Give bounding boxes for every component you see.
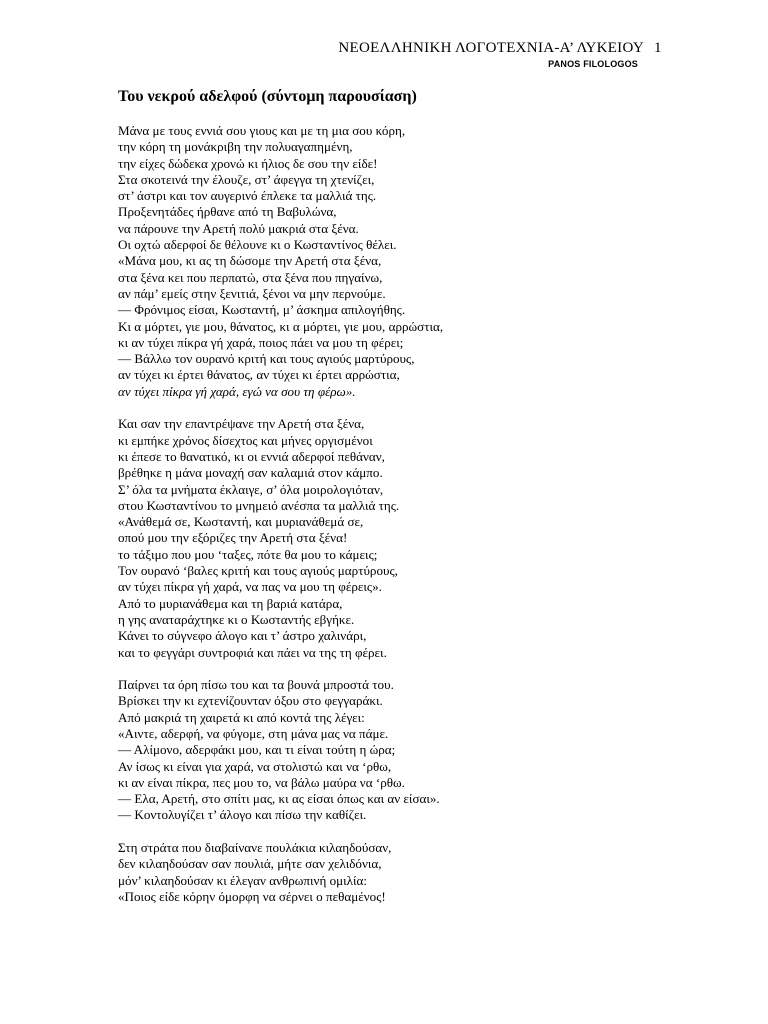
poem-line: — Αλίμονο, αδερφάκι μου, και τι είναι τούτη η ώρα; <box>118 742 396 758</box>
poem-line: κι εμπήκε χρόνος δίσεχτος και μήνες οργισμένοι <box>118 432 373 448</box>
poem-line: την κόρη τη μονάκριβη την πολυαγαπημένη, <box>118 139 353 155</box>
poem-line: Στη στράτα που διαβαίνανε πουλάκια κιλαηδούσαν, <box>118 840 392 856</box>
poem-line: αν τύχει πίκρα γή χαρά, να πας να μου τη φέρεις». <box>118 579 382 595</box>
poem-line: κι έπεσε το θανατικό, κι οι εννιά αδερφοί πεθάναν, <box>118 448 385 464</box>
poem-line: Σ’ όλα τα μνήματα έκλαιγε, σ’ όλα μοιρολογιόταν, <box>118 481 384 497</box>
poem-line: αν τύχει κι έρτει θάνατος, αν τύχει κι έρτει αρρώστια, <box>118 367 400 383</box>
poem-line: μόν’ κιλαηδούσαν κι έλεγαν ανθρωπινή ομιλία: <box>118 872 368 888</box>
poem-line: «Αιντε, αδερφή, να φύγομε, στη μάνα μας να πάμε. <box>118 725 389 741</box>
poem-line: Και σαν την επαντρέψανε την Αρετή στα ξένα, <box>118 416 365 432</box>
poem-line: Από μακριά τη χαιρετά κι από κοντά της λέγει: <box>118 709 365 725</box>
poem-line: Οι οχτώ αδερφοί δε θέλουνε κι ο Κωσταντίνος θέλει. <box>118 237 397 253</box>
poem-stanza <box>118 677 718 824</box>
poem-stanza <box>118 840 718 905</box>
poem-line: — Φρόνιμος είσαι, Κωσταντή, μ’ άσκημα απιλογήθης. <box>118 302 406 318</box>
poem-line: Μάνα με τους εννιά σου γιους και με τη μια σου κόρη, <box>118 123 406 138</box>
poem-line: αν τύχει πίκρα γή χαρά, εγώ να σου τη φέρω». <box>118 383 356 399</box>
poem-line: «Ποιος είδε κόρην όμορφη να σέρνει ο πεθαμένος! <box>118 888 386 904</box>
poem-line: Τον ουρανό ‘βαλες κριτή και τους αγιούς μαρτύρους, <box>118 563 398 579</box>
poem-line: δεν κιλαηδούσαν σαν πουλιά, μήτε σαν χελιδόνια, <box>118 856 382 872</box>
poem-body <box>118 123 718 922</box>
poem-line: και το φεγγάρι συντροφιά και πάει να της τη φέρει. <box>118 644 387 660</box>
poem-line: Στα σκοτεινά την έλουζε, στ’ άφεγγα τη χτενίζει, <box>118 171 375 187</box>
poem-line: το τάξιμο που μου ‘ταξες, πότε θα μου το κάμεις; <box>118 546 378 562</box>
poem-line: στα ξένα κει που περπατώ, στα ξένα που πηγαίνω, <box>118 269 383 285</box>
poem-line: Βρίσκει την κι εχτενίζουνταν όξου στο φεγγαράκι. <box>118 693 383 709</box>
running-header-title: ΝΕΟΕΛΛΗΝΙΚΗ ΛΟΓΟΤΕΧΝΙΑ-Α’ ΛΥΚΕΙΟΥ <box>338 40 644 56</box>
poem-line: αν πάμ’ εμείς στην ξενιτιά, ξένοι να μην περνούμε. <box>118 285 386 301</box>
poem-line: βρέθηκε η μάνα μοναχή σαν καλαμιά στον κάμπο. <box>118 465 383 481</box>
poem-line: Από το μυριανάθεμα και τη βαριά κατάρα, <box>118 595 343 611</box>
poem-line: Παίρνει τα όρη πίσω του και τα βουνά μπροστά του. <box>118 677 394 693</box>
poem-line: — Βάλλω τον ουρανό κριτή και τους αγιούς μαρτύρους, <box>118 351 415 367</box>
poem-line: Κι α μόρτει, γιε μου, θάνατος, κι α μόρτει, γιε μου, αρρώστια, <box>118 318 444 334</box>
poem-line: να πάρουνε την Αρετή πολύ μακριά στα ξένα. <box>118 220 359 236</box>
page-number: 1 <box>654 40 662 56</box>
poem-line: — Ελα, Αρετή, στο σπίτι μας, κι ας είσαι όπως και αν είσαι». <box>118 791 440 807</box>
poem-stanza <box>118 123 718 400</box>
poem-line: κι αν τύχει πίκρα γή χαρά, ποιος πάει να μου τη φέρει; <box>118 334 404 350</box>
author-name: PANOS FILOLOGOS <box>548 59 638 69</box>
document-title: Του νεκρού αδελφού (σύντομη παρουσίαση) <box>118 88 417 105</box>
poem-line: Προξενητάδες ήρθανε από τη Βαβυλώνα, <box>118 204 337 220</box>
poem-line: η γης αναταράχτηκε κι ο Κωσταντής εβγήκε. <box>118 611 355 627</box>
poem-line: κι αν είναι πίκρα, πες μου το, να βάλω μαύρα να ‘ρθω. <box>118 774 405 790</box>
poem-stanza <box>118 416 718 660</box>
poem-line: Αν ίσως κι είναι για χαρά, να στολιστώ και να ‘ρθω, <box>118 758 392 774</box>
poem-line: Κάνει το σύγνεφο άλογο και τ’ άστρο χαλινάρι, <box>118 628 367 644</box>
poem-line: — Κοντολυγίζει τ’ άλογο και πίσω την καθίζει. <box>118 807 367 823</box>
poem-line: οπού μου την εξόριζες την Αρετή στα ξένα! <box>118 530 348 546</box>
poem-line: στ’ άστρι και τον αυγερινό έπλεκε τα μαλλιά της. <box>118 188 377 204</box>
poem-line: «Μάνα μου, κι ας τη δώσομε την Αρετή στα ξένα, <box>118 253 382 269</box>
poem-line: την είχες δώδεκα χρονώ κι ήλιος δε σου την είδε! <box>118 155 378 171</box>
poem-line: «Ανάθεμά σε, Κωσταντή, και μυριανάθεμά σε, <box>118 514 364 530</box>
poem-line: στου Κωσταντίνου το μνημειό ανέσπα τα μαλλιά της. <box>118 497 400 513</box>
